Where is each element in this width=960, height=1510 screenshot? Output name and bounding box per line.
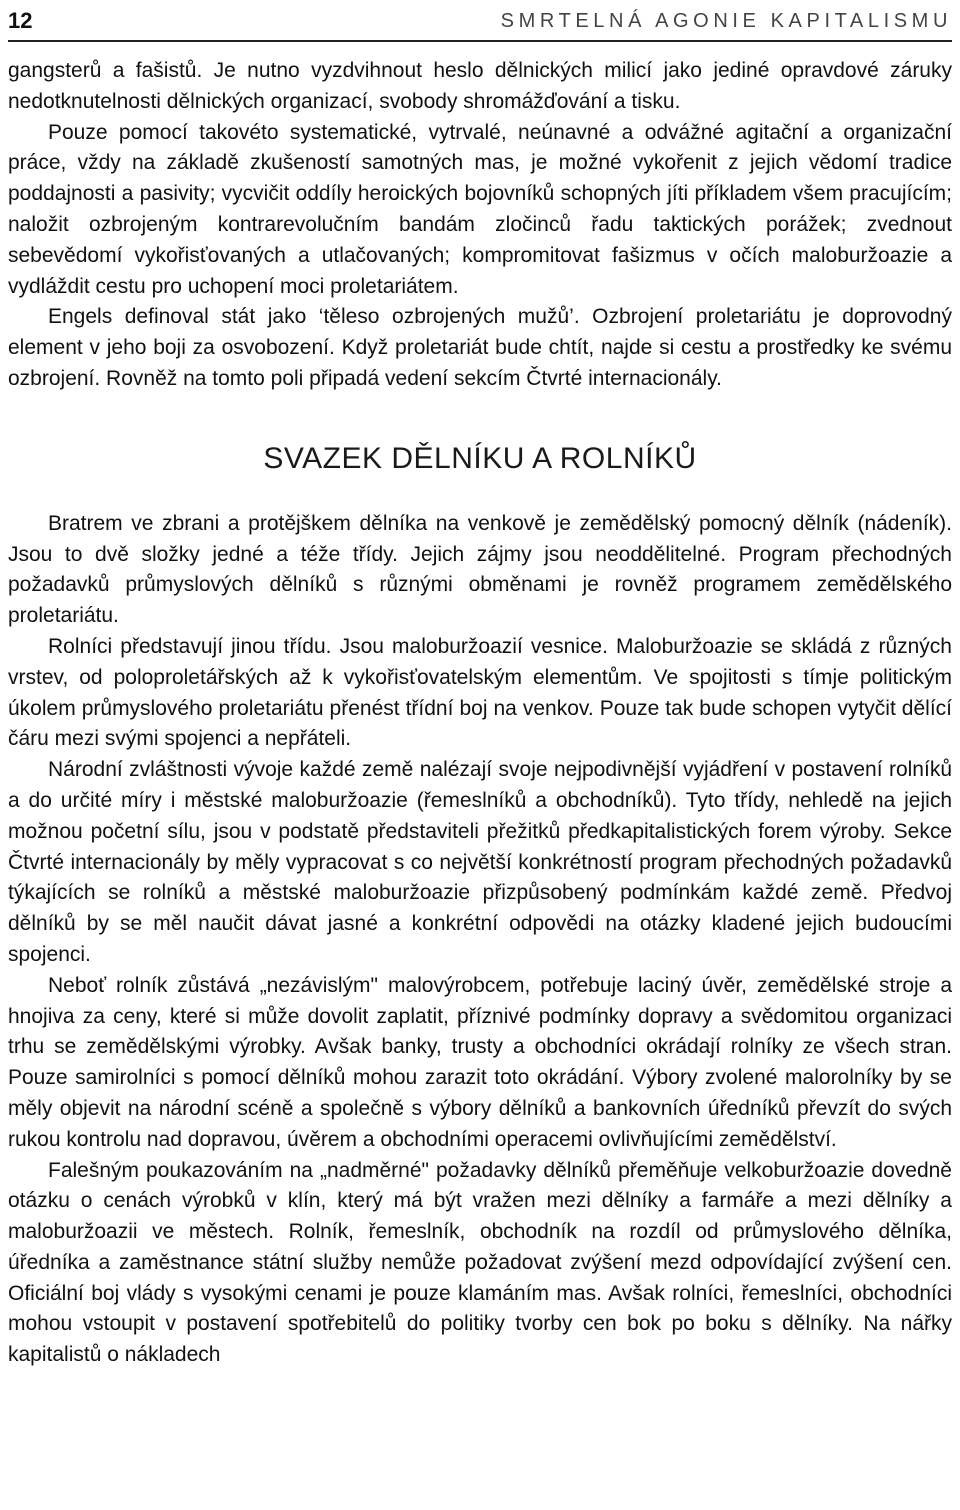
paragraph: Rolníci představují jinou třídu. Jsou maloburžoazií vesnice. Maloburžoazie se skládá z různých vrstev, od poloproletářských až k vykořisťovatelským elementům. Ve spojitosti s tímje politickým úkolem průmyslového proletariátu přenést třídní boj na venkov. Pouze tak bude schopen vytyčit dělící čáru mezi svými spojenci a nepřáteli.: [8, 634, 952, 751]
paragraph: Národní zvláštnosti vývoje každé země nalézají svoje nejpodivnější vyjádření v postavení rolníků a do určité míry i městské maloburžoazie (řemeslníků a obchodníků). Tyto třídy, nehledě na jejich možnou početní sílu, jsou v podstatě představiteli přežitků předkapitalistických forem výroby. Sekce Čtvrté internacionály by měly vypracovat s co největší konkrétností program přechodných požadavků týkajících se rolníků a městské maloburžoazie přizpůsobený podmínkám každé země. Předvoj dělníků by se měl naučit dávat jasné a konkrétní odpovědi na otázky kladené jejich budoucími spojenci.: [8, 758, 952, 966]
paragraph: Falešným poukazováním na „nadměrné" požadavky dělníků přeměňuje velkoburžoazie dovedně otázku o cenách výrobků v klín, který má být vražen mezi dělníky a farmáře a mezi dělníky a maloburžoazii ve městech. Rolník, řemeslník, obchodník na rozdíl od průmyslového dělníka, úředníka a zaměstnance státní služby nemůže požadovat zvýšení mezd odpovídající zvýšení cen. Oficiální boj vlády s vysokými cenami je pouze klamáním mas. Avšak rolníci, řemeslníci, obchodníci mohou vstoupit v postavení spotřebitelů do politiky tvorby cen bok po boku s dělníky. Na nářky kapitalistů o nákladech: [8, 1158, 952, 1367]
paragraph: Bratrem ve zbrani a protějškem dělníka na venkově je zemědělský pomocný dělník (nádeník). Jsou to dvě složky jedné a téže třídy. Jejich zájmy jsou neoddělitelné. Program přechodných požadavků průmyslových dělníků s různými obměnami je rovněž programem zemědělského proletariátu.: [8, 511, 952, 628]
section-heading: SVAZEK DĚLNÍKU A ROLNÍKŮ: [263, 441, 697, 475]
page-number: 12: [8, 8, 33, 33]
body-text: [8, 56, 952, 1371]
paragraph: gangsterů a fašistů. Je nutno vyzdvihnout heslo dělnických milicí jako jediné opravdové záruky nedotknutelnosti dělnických organizací, svobody shromážďování a tisku.: [8, 59, 952, 113]
paragraph: Pouze pomocí takovéto systematické, vytrvalé, neúnavné a odvážné agitační a organizační práce, vždy na základě zkušeností samotných mas, je možné vykořenit z jejich vědomí tradice poddajnosti a pasivity; vycvičit oddíly heroických bojovníků schopných jíti příkladem všem pracujícím; naložit ozbrojeným kontrarevolučním bandám zločinců řadu taktických porážek; zvednout sebevědomí vykořisťovaných a utlačovaných; kompromitovat fašizmus v očích maloburžoazie a vydláždit cestu pro uchopení moci proletariátem.: [8, 120, 952, 298]
paragraph: Engels definoval stát jako ‘těleso ozbrojených mužů’. Ozbrojení proletariátu je doprovodný element v jeho boji za osvobození. Když proletariát bude chtít, najde si cestu a prostředky ke svému ozbrojení. Rovněž na tomto poli připadá vedení sekcím Čtvrté internacionály.: [8, 305, 952, 390]
paragraph: Neboť rolník zůstává „nezávislým" malovýrobcem, potřebuje laciný úvěr, zemědělské stroje a hnojiva za ceny, které si může dovolit zaplatit, příznivé podmínky dopravy a svědomitou organizaci trhu se zemědělskými výrobky. Avšak banky, trusty a obchodníci okrádají rolníky ze všech stran. Pouze samirolníci s pomocí dělníků mohou zarazit toto okrádání. Výbory zvolené malorolníky by se měly objevit na národní scéně a společně s výbory dělníků a bankovních úředníků převzít do svých rukou kontrolu nad dopravou, úvěrem a obchodními operacemi ovlivňujícími zemědělství.: [8, 973, 952, 1151]
running-title: SMRTELNÁ AGONIE KAPITALISMU: [500, 10, 952, 32]
page-header: [8, 6, 952, 42]
